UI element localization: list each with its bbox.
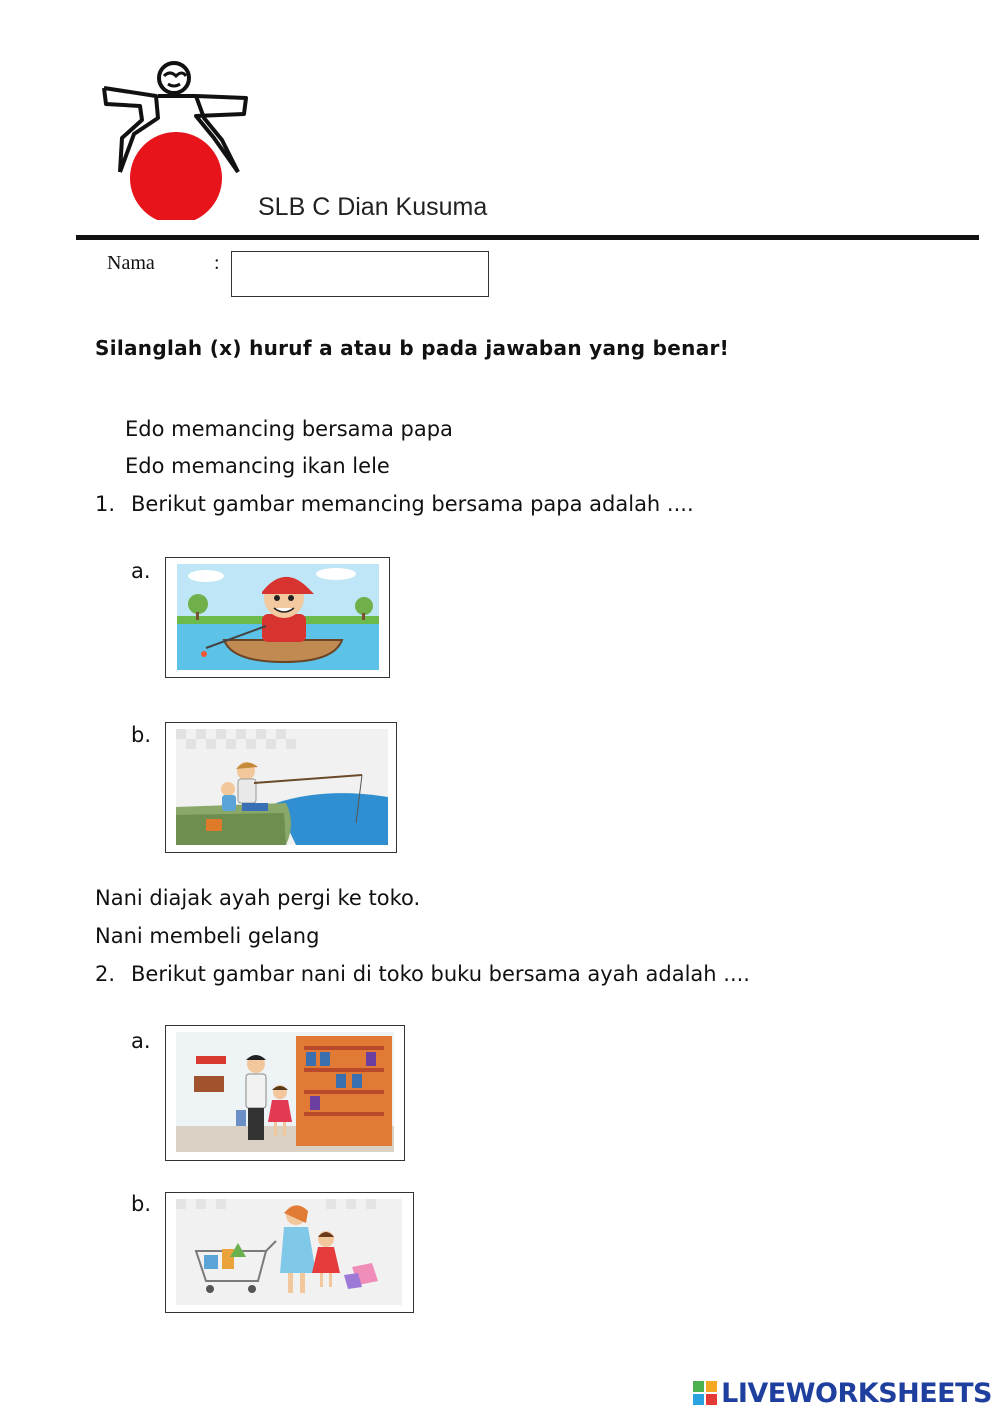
q1-option-b-letter[interactable]: b. (131, 723, 152, 747)
father-and-son-fishing-by-pond-illustration (166, 723, 396, 852)
q2-context-line-2: Nani membeli gelang (95, 924, 320, 948)
q2-number: 2. (95, 962, 116, 986)
q2-prompt: Berikut gambar nani di toko buku bersama ayah adalah .... (131, 962, 750, 986)
header-divider (76, 235, 979, 240)
liveworksheets-brand (693, 1376, 992, 1410)
name-input[interactable] (231, 251, 489, 297)
q2-option-b-image[interactable] (165, 1192, 414, 1313)
q1-option-a-image[interactable] (165, 557, 390, 678)
q1-option-b-image[interactable] (165, 722, 397, 853)
liveworksheets-logo-icon (693, 1381, 717, 1405)
q1-context-line-2: Edo memancing ikan lele (125, 454, 390, 478)
q1-option-a-letter[interactable]: a. (131, 559, 151, 583)
name-colon: : (214, 252, 220, 274)
boy-fishing-in-boat-illustration (166, 558, 389, 677)
q2-option-b-letter[interactable]: b. (131, 1192, 152, 1216)
q2-option-a-letter[interactable]: a. (131, 1029, 151, 1053)
q1-context-line-1: Edo memancing bersama papa (125, 417, 453, 441)
instruction-text: Silanglah (x) huruf a atau b pada jawaban yang benar! (95, 336, 730, 360)
school-logo (100, 60, 250, 220)
name-label: Nama (107, 252, 155, 274)
q1-prompt: Berikut gambar memancing bersama papa adalah .... (131, 492, 694, 516)
mother-and-daughter-shopping-cart-illustration (166, 1193, 413, 1312)
father-and-daughter-in-store-illustration (166, 1026, 404, 1160)
q2-context-line-1: Nani diajak ayah pergi ke toko. (95, 886, 421, 910)
q2-option-a-image[interactable] (165, 1025, 405, 1161)
school-name: SLB C Dian Kusuma (258, 193, 488, 221)
q1-number: 1. (95, 492, 116, 516)
brand-text: LIVEWORKSHEETS (721, 1377, 992, 1409)
